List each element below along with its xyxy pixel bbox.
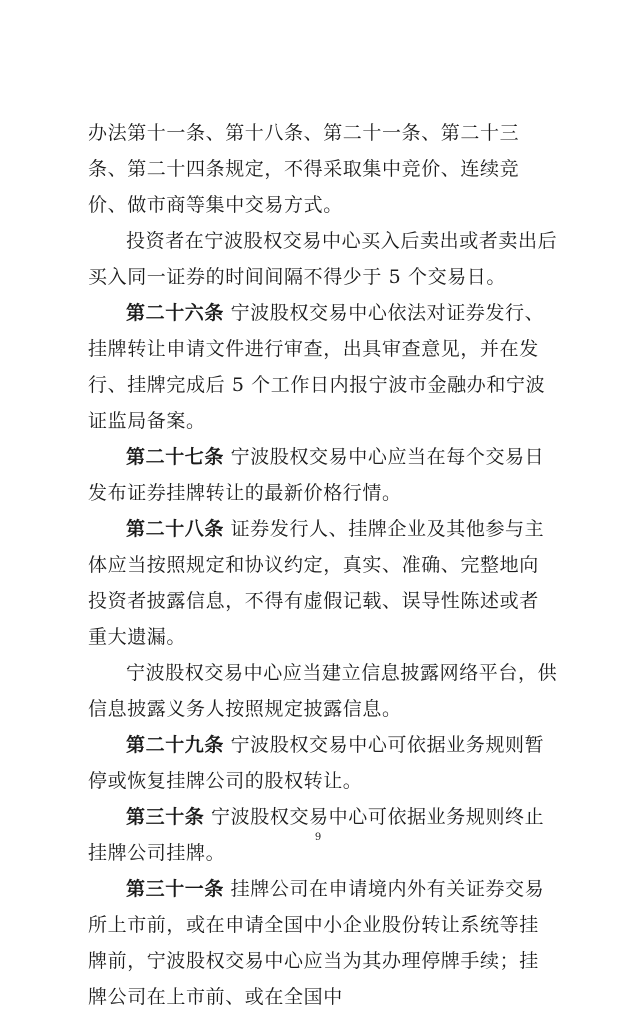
paragraph-text: 宁波股权交易中心依法对证券发行、挂牌转让申请文件进行审查，出具审查意见，并在发行、挂牌完成后 5 个工作日内报宁波市金融办和宁波证监局备案。 (88, 302, 546, 432)
paragraph-text: 宁波股权交易中心可依据业务规则暂停或恢复挂牌公司的股权转让。 (88, 734, 545, 792)
paragraph (88, 223, 558, 295)
article-heading: 第二十九条 (126, 734, 225, 756)
paragraph (88, 655, 558, 727)
paragraph-text: 办法第十一条、第十八条、第二十一条、第二十三条、第二十四条规定，不得采取集中竞价、连续竞价、做市商等集中交易方式。 (88, 122, 520, 216)
page-number: 9 (314, 832, 322, 843)
article-heading: 第三十条 (126, 806, 205, 828)
article-heading: 第二十八条 (126, 518, 225, 540)
paragraph-text: 宁波股权交易中心可依据业务规则终止挂牌公司挂牌。 (88, 806, 545, 864)
paragraph (88, 727, 558, 799)
paragraph-text: 宁波股权交易中心应当在每个交易日发布证券挂牌转让的最新价格行情。 (88, 446, 545, 504)
paragraph (88, 115, 558, 223)
article-heading: 第二十七条 (126, 446, 225, 468)
body-text (88, 115, 558, 1015)
article-heading: 第二十六条 (126, 302, 225, 324)
paragraph (88, 295, 558, 439)
paragraph (88, 871, 558, 1015)
paragraph (88, 511, 558, 655)
paragraph-text: 宁波股权交易中心应当建立信息披露网络平台，供信息披露义务人按照规定披露信息。 (88, 662, 558, 720)
paragraph-text: 证券发行人、挂牌企业及其他参与主体应当按照规定和协议约定，真实、准确、完整地向投资者披露信息，不得有虚假记载、误导性陈述或者重大遗漏。 (88, 518, 545, 648)
paragraph-text: 挂牌公司在申请境内外有关证券交易所上市前，或在申请全国中小企业股份转让系统等挂牌前，宁波股权交易中心应当为其办理停牌手续；挂牌公司在上市前、或在全国中 (88, 878, 545, 1008)
paragraph (88, 439, 558, 511)
paragraph-text: 投资者在宁波股权交易中心买入后卖出或者卖出后买入同一证券的时间间隔不得少于 5 个交易日。 (88, 230, 558, 288)
article-heading: 第三十一条 (126, 878, 225, 900)
